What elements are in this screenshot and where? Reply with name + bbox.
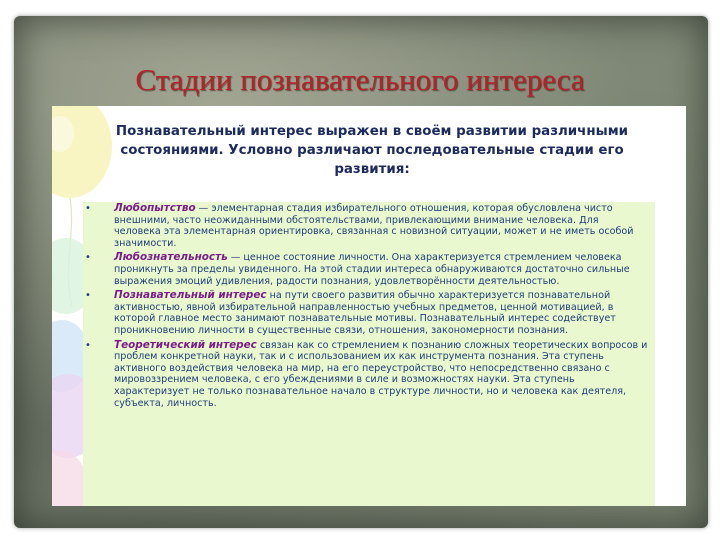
stage-term: Теоретический интерес [114, 338, 257, 351]
intro-text: Познавательный интерес выражен в своём развитии различными состояниями. Условно различают последовательные стадии его развития: [115, 124, 629, 177]
stage-item-cognitive-interest [82, 290, 648, 336]
content-panel [52, 106, 686, 506]
stage-text: — элементарная стадия избирательного отношения, которая обусловлена чисто внешними, часто неожиданными обстоятельствами, привлекающими внимание человека. Для человека эта элементарная ориентировка, связанная с новизной ситуации, может и не иметь особой значимости. [114, 203, 634, 249]
stage-item-curiosity [82, 203, 648, 249]
stage-item-inquisitiveness [82, 252, 648, 287]
bullet-icon: • [85, 290, 91, 302]
stage-term: Любопытство [114, 202, 196, 214]
stage-term: Любознательность [114, 251, 228, 264]
stage-text: на пути своего развития обычно характеризуется познавательной активностью, явной избирательной направленностью учебных предметов, ценной мотивацией, в которой главное место занимают познавательные мотивы. Познавательный интерес содействует проникновению личности в существенные связи, отношения, закономерности познания. [114, 290, 616, 336]
stages-list [82, 203, 648, 412]
stage-text: — ценное состояние личности. Она характеризуется стремлением человека проникнуть за пределы увиденного. На этой стадии интереса обнаруживаются достаточно сильные выражения эмоций удивления, радости познания, удовлетворённости деятельностью. [114, 252, 630, 287]
stage-item-theoretical-interest [82, 340, 648, 410]
bullet-icon: • [85, 339, 91, 351]
stage-term: Познавательный интерес [114, 289, 267, 302]
slide-title: Стадии познавательного интереса [135, 62, 585, 97]
bullet-icon: • [85, 203, 91, 214]
bullet-icon: • [85, 252, 91, 264]
stage-text: связан как со стремлением к познанию сложных теоретических вопросов и проблем конкретной науки, так и с использованием их как инструмента познания. Эта ступень активного воздействия человека на мир, на его переустройство, что непосредственно связано с мировоззрением человека, с его убеждениями в силе и возможностях науки. Эта ступень характеризует не только познавательное начало в структуре личности, но и человека как деятеля, субъекта, личность. [114, 339, 648, 409]
